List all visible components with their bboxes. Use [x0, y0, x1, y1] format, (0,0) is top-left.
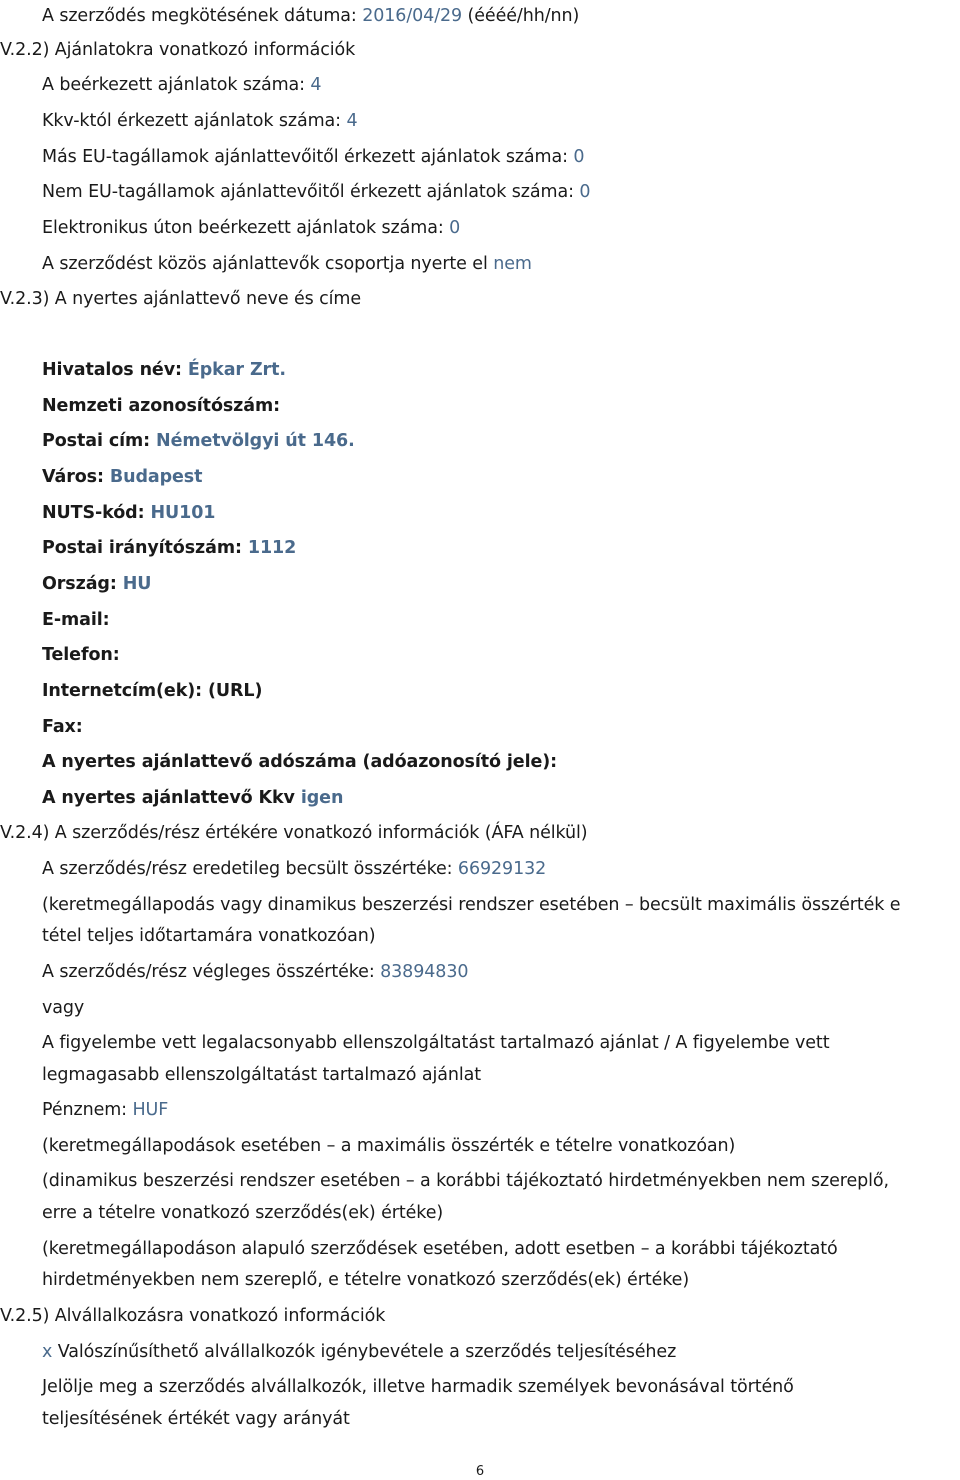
value-currency-line [42, 1098, 168, 1122]
offers-received-label: A beérkezett ajánlatok száma: [42, 75, 305, 95]
value-fw-based-2: hirdetményekben nem szereplő, e tételre vonatkozó szerződés(ek) értéke) [42, 1270, 690, 1290]
value-framework-note-1: (keretmegállapodás vagy dinamikus beszerzési rendszer esetében – becsült maximális összérték e [42, 895, 901, 915]
offers-sme-label: Kkv-któl érkezett ajánlatok száma: [42, 111, 341, 131]
contract-date-line [42, 4, 579, 28]
winner-postal-address-line [42, 429, 355, 453]
offers-electronic-label: Elektronikus úton beérkezett ajánlatok száma: [42, 218, 444, 238]
winner-sme-line [42, 786, 343, 810]
winner-postal-address-value: Németvölgyi út 146. [156, 431, 355, 451]
winner-national-id-line [42, 394, 280, 418]
offers-consortium-line [42, 252, 532, 276]
value-currency-label: Pénznem: [42, 1100, 127, 1120]
winner-national-id-label: Nemzeti azonosítószám: [42, 396, 281, 416]
winner-city-value: Budapest [109, 467, 203, 487]
value-final-label: A szerződés/rész végleges összértéke: [42, 962, 375, 982]
winner-official-name-value: Épkar Zrt. [187, 360, 286, 380]
winner-postcode-line [42, 536, 296, 560]
value-currency-value: HUF [132, 1100, 169, 1120]
winner-nuts-line [42, 501, 215, 525]
value-estimated-value: 66929132 [457, 859, 547, 879]
offers-heading: V.2.2) Ajánlatokra vonatkozó információk [0, 40, 356, 60]
winner-country-line [42, 572, 151, 596]
winner-country-value: HU [122, 574, 152, 594]
winner-tax-id-line [42, 750, 557, 774]
subcontracting-likely-text: Valószínűsíthető alvállalkozók igénybevétele a szerződés teljesítéséhez [57, 1342, 677, 1362]
winner-country-label: Ország: [42, 574, 117, 594]
subcontracting-heading: V.2.5) Alvállalkozásra vonatkozó információk [0, 1306, 386, 1326]
offers-consortium-value: nem [493, 254, 532, 274]
winner-phone-line [42, 643, 120, 667]
value-estimated-line [42, 857, 546, 881]
winner-tax-id-label: A nyertes ajánlattevő adószáma (adóazonosító jele): [42, 752, 558, 772]
page-number: 6 [475, 1464, 485, 1479]
winner-heading: V.2.3) A nyertes ajánlattevő neve és címe [0, 289, 362, 309]
winner-nuts-value: HU101 [150, 503, 216, 523]
offers-consortium-label: A szerződést közös ajánlattevők csoportja nyerte el [42, 254, 488, 274]
winner-official-name-label: Hivatalos név: [42, 360, 182, 380]
subcontracting-likely-line [42, 1340, 676, 1364]
winner-city-line [42, 465, 202, 489]
value-estimated-label: A szerződés/rész eredetileg becsült összértéke: [42, 859, 453, 879]
winner-fax-label: Fax: [42, 717, 83, 737]
winner-phone-label: Telefon: [42, 645, 120, 665]
winner-fax-line [42, 715, 83, 739]
contract-date-label: A szerződés megkötésének dátuma: [42, 6, 357, 26]
value-fw-based-1: (keretmegállapodáson alapuló szerződések esetében, adott esetben – a korábbi tájékoztató [42, 1239, 838, 1259]
winner-postal-address-label: Postai cím: [42, 431, 151, 451]
winner-url-label: Internetcím(ek): (URL) [42, 681, 263, 701]
offers-eu-line [42, 145, 584, 169]
winner-sme-label: A nyertes ajánlattevő Kkv [42, 788, 295, 808]
offers-non-eu-label: Nem EU-tagállamok ajánlattevőitől érkezett ajánlatok száma: [42, 182, 574, 202]
value-dps-1: (dinamikus beszerzési rendszer esetében – a korábbi tájékoztató hirdetményekben nem szereplő, [42, 1171, 889, 1191]
subcontracting-checkbox-mark: x [42, 1342, 53, 1362]
offers-non-eu-line [42, 180, 590, 204]
offers-electronic-value: 0 [449, 218, 461, 238]
contract-date-format: (éééé/hh/nn) [467, 6, 580, 26]
value-or: vagy [42, 998, 85, 1018]
contract-date-value: 2016/04/29 [362, 6, 463, 26]
winner-postcode-value: 1112 [247, 538, 297, 558]
offers-eu-value: 0 [573, 147, 585, 167]
offers-non-eu-value: 0 [579, 182, 591, 202]
winner-nuts-label: NUTS-kód: [42, 503, 145, 523]
offers-received-line [42, 73, 321, 97]
offers-received-value: 4 [310, 75, 322, 95]
winner-sme-value: igen [300, 788, 344, 808]
value-framework-note-2: tétel teljes időtartamára vonatkozóan) [42, 926, 376, 946]
winner-official-name-line [42, 358, 286, 382]
winner-email-line [42, 608, 110, 632]
value-range-1: A figyelembe vett legalacsonyabb ellenszolgáltatást tartalmazó ajánlat / A figyelembe vett [42, 1033, 830, 1053]
offers-electronic-line [42, 216, 460, 240]
subcontracting-indicate-1: Jelölje meg a szerződés alvállalkozók, illetve harmadik személyek bevonásával történő [42, 1377, 794, 1397]
value-final-line [42, 960, 468, 984]
value-final-value: 83894830 [380, 962, 469, 982]
offers-eu-label: Más EU-tagállamok ajánlattevőitől érkezett ajánlatok száma: [42, 147, 568, 167]
winner-city-label: Város: [42, 467, 104, 487]
value-range-2: legmagasabb ellenszolgáltatást tartalmazó ajánlat [42, 1065, 481, 1085]
value-framework-max: (keretmegállapodások esetében – a maximális összérték e tételre vonatkozóan) [42, 1136, 736, 1156]
winner-email-label: E-mail: [42, 610, 110, 630]
subcontracting-indicate-2: teljesítésének értékét vagy arányát [42, 1409, 350, 1429]
winner-url-line [42, 679, 262, 703]
offers-sme-value: 4 [346, 111, 358, 131]
value-info-heading: V.2.4) A szerződés/rész értékére vonatkozó információk (ÁFA nélkül) [0, 823, 588, 843]
winner-postcode-label: Postai irányítószám: [42, 538, 242, 558]
offers-sme-line [42, 109, 357, 133]
value-dps-2: erre a tételre vonatkozó szerződés(ek) értéke) [42, 1203, 444, 1223]
